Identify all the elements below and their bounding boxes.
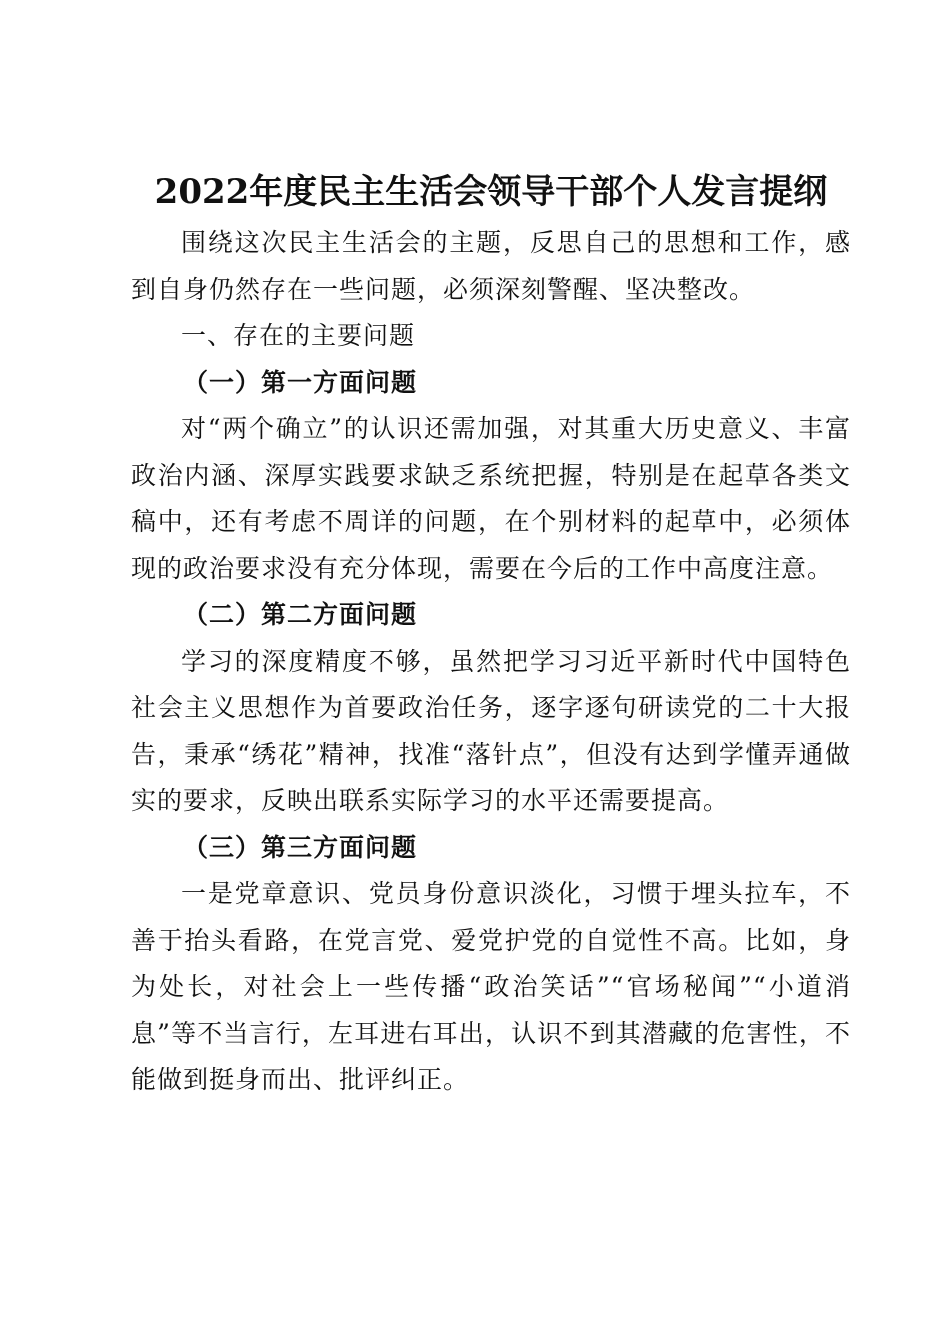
- document-body: [131, 168, 851, 1104]
- document-title: 2022年度民主生活会领导干部个人发言提纲: [154, 172, 828, 212]
- subsection-paragraph-3: 一是党章意识、党员身份意识淡化，习惯于埋头拉车，不善于抬头看路，在党言党、爱党护党的自觉性不高。比如，身为处长，对社会上一些传播“政治笑话”“官场秘闻”“小道消息”等不当言行，左耳进右耳出，认识不到其潜藏的危害性，不能做到挺身而出、批评纠正。: [131, 879, 851, 1094]
- subsection-heading-1: （一）第一方面问题: [183, 367, 418, 397]
- subsection-heading-3: （三）第三方面问题: [183, 832, 418, 862]
- subsection-paragraph-1: 对“两个确立”的认识还需加强，对其重大历史意义、丰富政治内涵、深厚实践要求缺乏系统把握，特别是在起草各类文稿中，还有考虑不周详的问题，在个别材料的起草中，必须体现的政治要求没有充分体现，需要在今后的工作中高度注意。: [131, 414, 851, 583]
- section-heading-main-problems: 一、存在的主要问题: [181, 321, 416, 350]
- intro-paragraph: 围绕这次民主生活会的主题，反思自己的思想和工作，感到自身仍然存在一些问题，必须深刻警醒、坚决整改。: [131, 228, 851, 304]
- subsection-heading-2: （二）第二方面问题: [183, 600, 418, 629]
- subsection-paragraph-2: 学习的深度精度不够，虽然把学习习近平新时代中国特色社会主义思想作为首要政治任务，逐字逐句研读党的二十大报告，秉承“绣花”精神，找准“落针点”，但没有达到学懂弄通做实的要求，反映出联系实际学习的水平还需要提高。: [131, 646, 851, 815]
